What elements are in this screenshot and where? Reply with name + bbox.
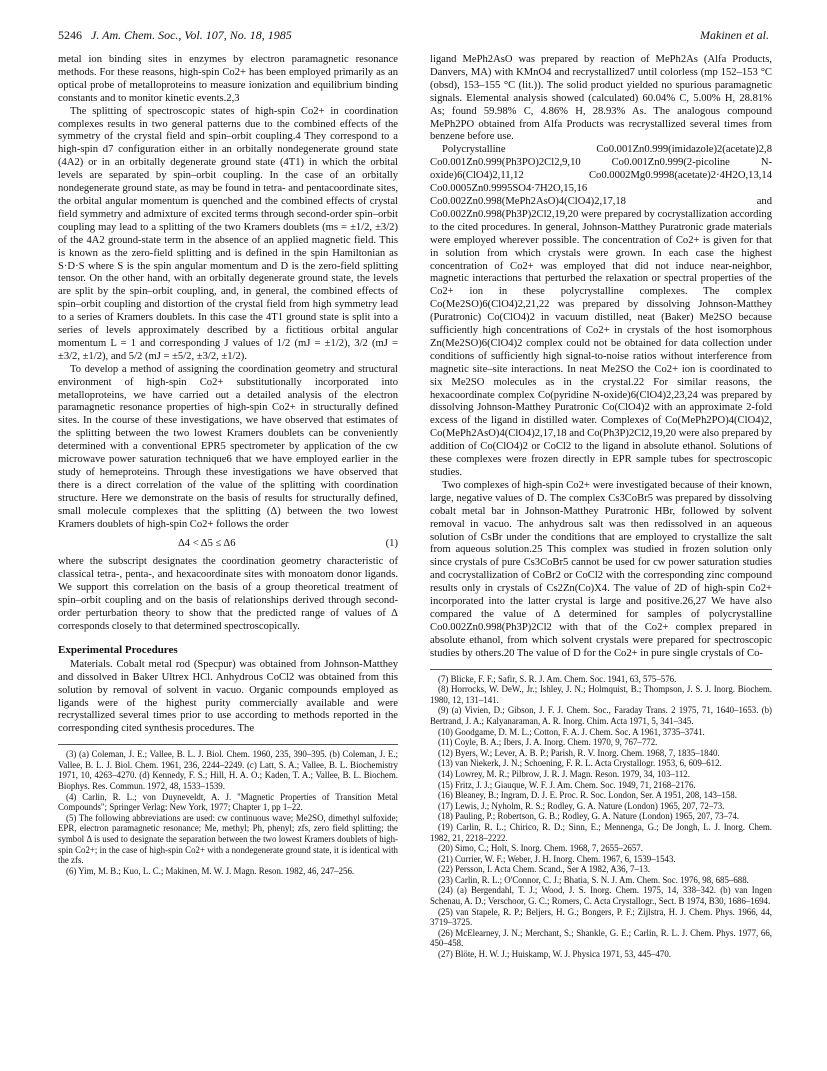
footnote: (15) Fritz, J. J.; Giauque, W. F. J. Am. Chem. Soc. 1949, 71, 2168–2176. — [438, 779, 696, 790]
footnote: (26) McElearney, J. N.; Merchant, S.; Shankle, G. E.; Carlin, R. L. J. Chem. Phys. 1977, 66, 450–458. — [430, 927, 772, 949]
paragraph: where the subscript designates the coordination geometry characteristic of classical tetra-, penta-, and hexacoordinate sites with monoatom donor ligands. We support this correlation on the basis of a group theoretical treatment of spin–orbit coupling and on the basis of relationships derived through second-order perturbation theory to show that the predicted range of values of Δ corresponds closely to that determined spectroscopically. — [58, 556, 398, 632]
footnote: (21) Currier, W. F.; Weber, J. H. Inorg. Chem. 1967, 6, 1539–1543. — [438, 853, 676, 864]
equation-body: Δ4 < Δ5 ≤ Δ6 — [178, 537, 236, 549]
journal-citation: J. Am. Chem. Soc., Vol. 107, No. 18, 1985 — [91, 28, 292, 42]
footnote: (12) Byers, W.; Lever, A. B. P.; Parish, R. V. Inorg. Chem. 1968, 7, 1835–1840. — [438, 747, 720, 758]
footnote: (24) (a) Bergendahl, T. J.; Wood, J. S. Inorg. Chem. 1975, 14, 338–342. (b) van Ingen Schenau, A. D.; Verschoor, G. C.; Romers, C. Acta Crystallogr., Sect. B 1974, B30, 1686–1694. — [430, 885, 772, 907]
paragraph: Polycrystalline Co0.001Zn0.999(imidazole)2(acetate)2,8 Co0.001Zn0.999(Ph3PO)2Cl2,9,10 Co0.001Zn0.999(2-picoline N-oxide)6(ClO4)2,11,12 Co0.0002Mg0.9998(acetate)2·4H2O,13,14 Co0.0005Zn0.9995SO4·7H2O,15,16 Co0.002Zn0.998(MePh2AsO)4(ClO4)2,17,18 and Co0.002Zn0.998(Ph3P)2Cl2,19,20 were prepared by cocrystallization according to the cited procedures. In general, Johnson-Matthey Puratronic grade materials were employed wherever possible. The concentration of Co2+ is given for that in solution from which crystals were grown. In each case the highest concentration of Co2+ was employed that did not induce near-neighbor, magnetic interactions that perturbed the relaxation or spectral properties of the Co2+ ion in these polycrystalline complexes. The complex Co(Me2SO)6(ClO4)2,21,22 was prepared by dissolving Johnson-Matthey (Puratronic) Co(ClO4)2 in vacuum distilled, neat (Baker) Me2SO because sufficiently high concentrations of Co2+ in crystals of the host isomorphous Zn(Me2SO)6(ClO4)2 complex could not be obtained for data collection under conditions of sufficiently high signal-to-noise ratios without interference from magnetic site–site interactions. In neat Me2SO the Co2+ ion is coordinated to six Me2SO molecules as in the crystal.22 For similar reasons, the hexacoordinate complex Co(pyridine N-oxide)6(ClO4)2,23,24 was prepared by dissolving Johnson-Matthey Puratronic Co(ClO4)2 with an approximate 2-fold excess of the ligand in distilled water. Complexes of Co(MePh2PO)4(ClO4)2, Co(MePh2AsO)4(ClO4)2,17,18 and Co(Ph3P)2Cl2,19,20 were also prepared by addition of Co(ClO4)2 or CoCl2 to the ligand in absolute ethanol. Solutions of these complexes were frozen directly in EPR sample tubes for spectroscopic studies. — [430, 144, 772, 478]
paragraph: Two complexes of high-spin Co2+ were investigated because of their known, large, negative values of D. The complex Cs3CoBr5 was prepared by dissolving cobalt metal bar in Johnson-Matthey Puratronic HBr, followed by solvent removal in vacuo. The anhydrous salt was then redissolved in an aqueous solution of CsBr under the conditions that are employed to crystallize the salt from aqueous solution.25 This complex was studied in frozen solution only since crystals of pure Cs3CoBr5 cannot be used for cw power saturation studies and cocrystallization of CoBr2 or CoCl2 with the corresponding zinc compound results only in crystals of Cs2Zn(Co)X4. The value of 2D of high-spin Co2+ incorporated into the latter crystal is large and positive.26,27 We have also compared the value of Δ determined for samples of polycrystalline Co0.002Zn0.998(Ph3P)2Cl2 with that of the Co2+ complex prepared in absolute ethanol, from which solvent crystals were prepared for spectroscopic studies by others.20 The value of D for the Co2+ in pure single crystals of Co- — [430, 479, 772, 659]
page-number: 5246 — [58, 28, 82, 42]
footnote: (18) Pauling, P.; Robertson, G. B.; Rodley, G. A. Nature (London) 1965, 207, 73–74. — [438, 811, 740, 822]
paragraph: ligand MePh2AsO was prepared by reaction of MePh2As (Alfa Products, Danvers, MA) with KMnO4 and recrystallized7 until colorless (mp 152–153 °C (obsd), 153–155 °C (lit.)). The solid product yielded no spurious paramagnetic signals. Elemental analysis showed (calculated) 60.04% C, 5.00% H, 28.81% As; found 59.98% C, 4.86% H, 28.93% As. The analogous compound MePh2PO obtained from Alfa Products was recrystallized several times from benzene before use. — [430, 54, 772, 143]
footnotes — [58, 744, 398, 876]
paragraph: The splitting of spectroscopic states of high-spin Co2+ in coordination complexes results in two general patterns due to the combined effects of the symmetry of the crystal field and spin–orbit coupling.4 They correspond to a high-spin d7 configuration either in an orbitally nondegenerate ground state (4A2) or in an orbitally degenerate ground state (4T1) in which the orbital levels are separated by spin–orbit coupling. In the case of an orbitally nondegenerate ground state, as may be found in tetra- and pentacoordinate sites, the orbital angular momentum is quenched and the combined effects of crystal field symmetry and admixture of excited terms through second-order spin–orbit coupling may lead to a splitting of the two Kramers doublets (ms = ±1/2, ±3/2) of the 4A2 ground-state term in the absence of an applied magnetic field. This is known as the zero-field splitting and is defined in the spin Hamiltonian as S·D·S where S is the spin angular momentum and D is the zero-field splitting tensor. On the other hand, with an orbitally degenerate ground state, the levels are split by the spin–orbit coupling, and, in general, the combined effects of spin–orbit coupling and distortion of the crystal field from high symmetry lead to a series of Kramers doublets. In this case the 4T1 ground state is split into a series of levels approximately described by a fictitious orbital angular momentum L = 1 and corresponding J values of 1/2 (mJ = ±1/2), 3/2 (mJ = ±3/2, ±1/2), and 5/2 (mJ = ±5/2, ±3/2, ±1/2). — [58, 105, 398, 362]
footnote: (16) Bleaney, B.; Ingram, D. J. E. Proc. R. Soc. London, Ser. A 1951, 208, 143–158. — [438, 790, 737, 801]
left-column — [58, 54, 398, 876]
footnote: (6) Yim, M. B.; Kuo, L. C.; Makinen, M. W. J. Magn. Reson. 1982, 46, 247–256. — [66, 865, 355, 876]
footnote: (19) Carlin, R. L.; Chirico, R. D.; Sinn, E.; Mennenga, G.; De Jongh, L. J. Inorg. Chem. 1982, 21, 2218–2222. — [430, 821, 772, 843]
footnote: (20) Simo, C.; Holt, S. Inorg. Chem. 1968, 7, 2655–2657. — [438, 843, 643, 854]
footnote: (27) Blöte, H. W. J.; Huiskamp, W. J. Physica 1971, 53, 445–470. — [438, 949, 671, 960]
footnote: (13) van Niekerk, J. N.; Schoening, F. R. L. Acta Crystallogr. 1953, 6, 609–612. — [438, 758, 722, 769]
paragraph: metal ion binding sites in enzymes by electron paramagnetic resonance methods. For these reasons, high-spin Co2+ has been employed primarily as an optical probe of metalloproteins to measure ionization and equilibrium binding constants and to monitor kinetic events.2,3 — [58, 54, 398, 104]
footnote: (17) Lewis, J.; Nyholm, R. S.; Rodley, G. A. Nature (London) 1965, 207, 72–73. — [438, 800, 725, 811]
footnote: (11) Coyle, B. A.; Ibers, J. A. Inorg. Chem. 1970, 9, 767–772. — [438, 737, 658, 748]
footnote: (8) Horrocks, W. DeW., Jr.; Ishley, J. N.; Holmquist, B.; Thompson, J. S. J. Inorg. Biochem. 1980, 12, 131–141. — [430, 684, 772, 705]
footnote: (23) Carlin, R. L.; O'Connor, C. J.; Bhatia, S. N. J. Am. Chem. Soc. 1976, 98, 685–688. — [438, 874, 749, 885]
footnote: (14) Lowrey, M. R.; Pilbrow, J. R. J. Magn. Reson. 1979, 34, 103–112. — [438, 768, 690, 779]
section-heading: Experimental Procedures — [58, 643, 178, 656]
paragraph: Materials. Cobalt metal rod (Specpur) was obtained from Johnson-Matthey and dissolved in Baker Ultrex HCl. Anhydrous CoCl2 was obtained from this solution by removal of solvent in vacuo. Organic compounds employed as ligands were of the highest purity commercially available and were recrystallized several times prior to use according to methods reported in the corresponding cited synthesis procedures. The — [58, 658, 398, 735]
footnote: (22) Persson, I. Acta Chem. Scand., Ser A 1982, A36, 7–13. — [438, 864, 650, 875]
footnote: (25) van Stapele, R. P.; Beljers, H. G.; Bongers, P. F.; Zijlstra, H. J. Chem. Phys. 1966, 44, 3719–3725. — [430, 906, 772, 928]
equation-number: (1) — [385, 537, 398, 549]
running-authors: Makinen et al. — [700, 28, 769, 42]
equation — [58, 538, 398, 551]
footnote: (3) (a) Coleman, J. E.; Vallee, B. L. J. Biol. Chem. 1960, 235, 390–395. (b) Coleman, J. E.; Vallee, B. L. J. Biol. Chem. 1961, 236, 2244–2249. (c) Latt, S. A.; Vallee, B. L. Biochemistry 1971, 10, 4263–4270. (d) Kennedy, F. S.; Hill, H. A. O.; Kaden, T. A.; Vallee, B. L. Biochem. Biophys. Res. Commun. 1972, 48, 1533–1539. — [58, 749, 398, 791]
footnotes — [430, 669, 772, 960]
footnote: (10) Goodgame, D. M. L.; Cotton, F. A. J. Chem. Soc. A 1961, 3735–3741. — [438, 726, 705, 737]
right-column — [430, 54, 772, 960]
footnote: (9) (a) Vivien, D.; Gibson, J. F. J. Chem. Soc., Faraday Trans. 2 1975, 71, 1640–1653. (b) Bertrand, J. A.; Kalyanaraman, A. R. Inorg. Chim. Acta 1971, 5, 341–345. — [430, 705, 772, 726]
footnote: (5) The following abbreviations are used: cw continuous wave; Me2SO, dimethyl sulfoxide; EPR, electron paramagnetic resonance; Me, methyl; Ph, phenyl; zfs, zero field splitting; the symbol Δ is used to designate the separation between the two lowest Kramers doublets of high-spin Co2+; in the case of high-spin Co2+ with a nondegenerate ground state, it is identical with the zfs. — [58, 812, 398, 866]
paragraph: To develop a method of assigning the coordination geometry and structural environment of high-spin Co2+ substitutionally incorporated into metalloproteins, we have carried out a detailed analysis of the electron paramagnetic resonance properties of high-spin Co2+ in structurally defined sites. In the course of these investigations, we have observed that estimates of the splitting between the two lowest Kramers doublets can be conveniently determined with a conventional EPR5 spectrometer by application of the cw microwave power saturation technique6 that we have employed earlier in the study of hemeproteins. Through these investigations we have observed that there is a direct correlation of the value of the splitting with coordination structure. Here we demonstrate on the basis of results for structurally defined, small molecule complexes that the splitting (Δ) between the two lowest Kramers doublets of high-spin Co2+ follows the order — [58, 363, 398, 530]
footnote: (4) Carlin, R. L.; von Duyneveldt, A. J. "Magnetic Properties of Transition Metal Compounds"; Springer Verlag: New York, 1977; Chapter 1, pp 1–22. — [58, 791, 398, 813]
footnote: (7) Blicke, F. F.; Safir, S. R. J. Am. Chem. Soc. 1941, 63, 575–576. — [438, 673, 677, 684]
page-header — [58, 28, 769, 46]
